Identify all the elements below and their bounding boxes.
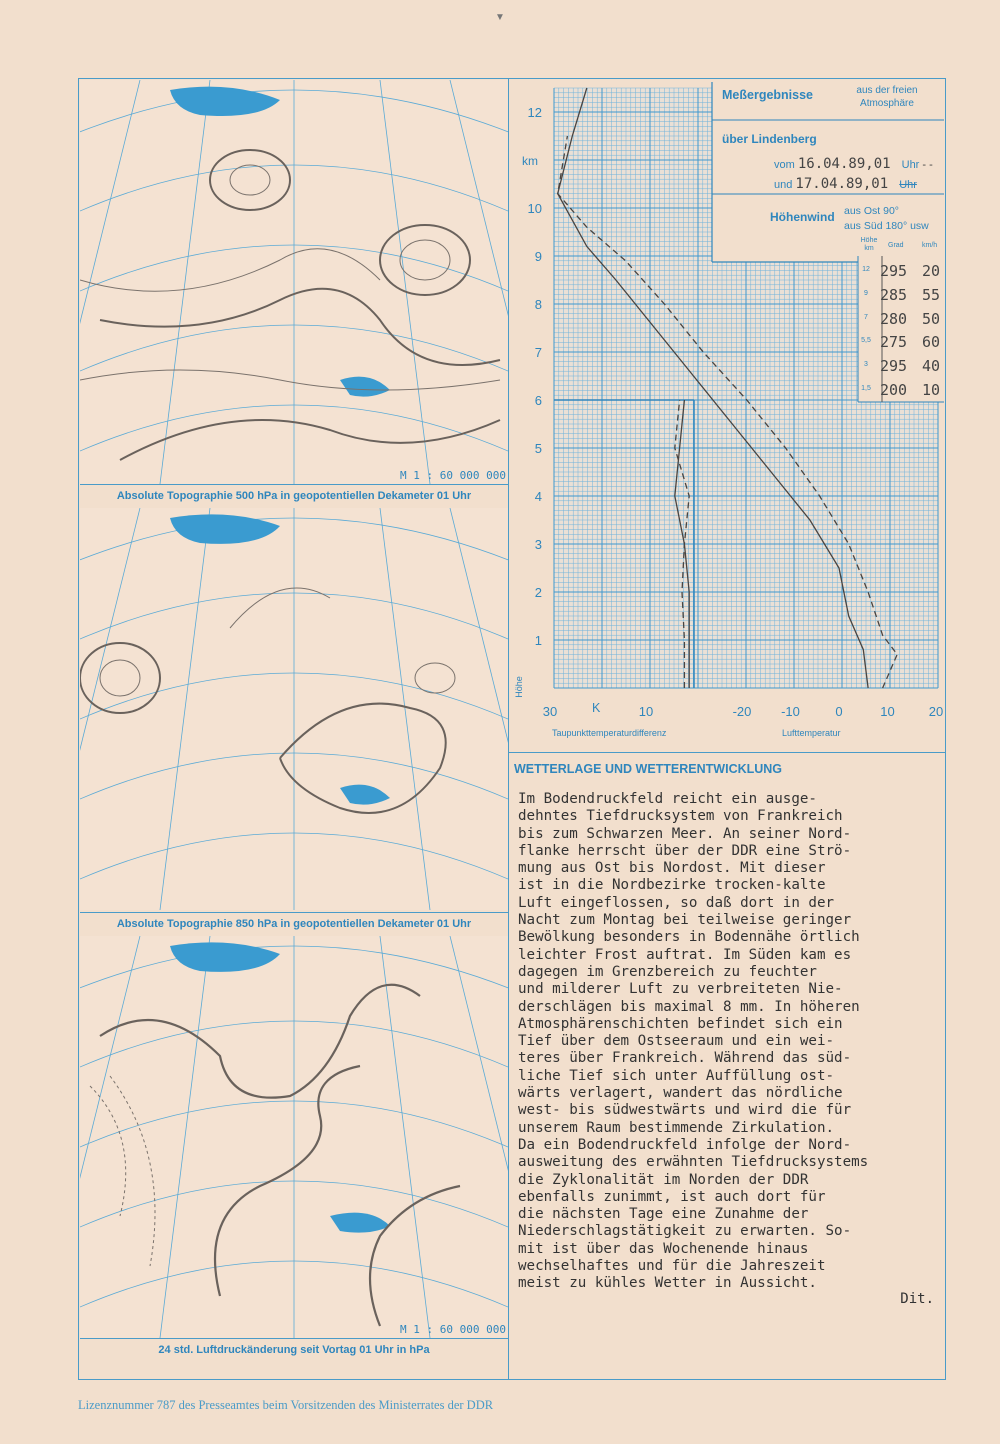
wind-row bbox=[858, 331, 944, 355]
weather-line: mit ist über das Wochenende hinaus bbox=[518, 1240, 809, 1257]
map-850hpa-graphic bbox=[80, 508, 508, 910]
weather-line: Nacht zum Montag bei teilweise geringer bbox=[518, 912, 852, 929]
weather-line: die nächsten Tage eine Zunahme der bbox=[518, 1206, 809, 1223]
y-tick-label: 5 bbox=[534, 441, 542, 456]
weather-line: Niederschlagstätigkeit zu erwarten. So- bbox=[518, 1223, 852, 1240]
wind-head-height: Höhe km bbox=[860, 237, 878, 252]
x-left-label: Taupunkttemperaturdifferenz bbox=[552, 728, 667, 738]
weather-line: west- bis südwestwärts und wird die für bbox=[518, 1102, 852, 1119]
y-tick-label: 12 bbox=[527, 105, 542, 120]
wind-row-speed: 10 bbox=[922, 380, 941, 399]
map-pressure-change bbox=[80, 936, 508, 1338]
fold-mark: ▼ bbox=[495, 12, 505, 23]
map-850hpa bbox=[80, 508, 508, 910]
wind-row-height: 1,5 bbox=[861, 384, 871, 392]
map-500hpa-scale: M 1 : 60 000 000 bbox=[400, 469, 506, 482]
y-tick-label: 7 bbox=[534, 345, 542, 360]
x-right-tick-label: -10 bbox=[781, 704, 800, 719]
x-left-tick-label: 30 bbox=[542, 704, 558, 719]
aerological-diagram bbox=[512, 82, 944, 752]
wind-row bbox=[858, 355, 944, 379]
weather-line: unserem Raum bestimmende Zirkulation. bbox=[518, 1119, 835, 1136]
weather-line: Bewölkung besonders in Bodennähe örtlich bbox=[518, 929, 860, 946]
wind-row-speed: 50 bbox=[922, 309, 941, 328]
x-right-tick-label: 0 bbox=[835, 704, 843, 719]
wind-row-speed: 20 bbox=[922, 262, 941, 280]
weather-line: wechselhaftes und für die Jahreszeit bbox=[518, 1258, 826, 1275]
weather-line: und milderer Luft zu verbreiteten Nie- bbox=[518, 981, 843, 998]
date-from-row: vom 16.04.89,01 Uhr - - bbox=[774, 156, 933, 172]
map-500hpa bbox=[80, 80, 508, 484]
map-pressure-change-graphic bbox=[80, 936, 508, 1338]
map-pressure-change-scale: M 1 : 60 000 000 bbox=[400, 1323, 506, 1336]
wind-row-direction: 295 bbox=[880, 262, 908, 280]
weather-line: ausweitung des erwähnten Tiefdrucksystems bbox=[518, 1154, 869, 1171]
x-left-tick-label: 10 bbox=[638, 704, 654, 719]
y-tick-label: 2 bbox=[534, 585, 542, 600]
wind-row-speed: 60 bbox=[922, 333, 941, 352]
date-to-uhr: Uhr bbox=[899, 179, 917, 191]
column-divider bbox=[508, 78, 509, 1380]
weather-line: Luft eingeflossen, so daß dort in der bbox=[518, 894, 835, 911]
weather-line: teres über Frankreich. Während das süd- bbox=[518, 1050, 852, 1067]
wind-row bbox=[858, 260, 944, 284]
date-from-value: 16.04.89,01 bbox=[797, 156, 891, 172]
y-tick-label: 9 bbox=[534, 249, 542, 264]
weather-line: ebenfalls zunimmt, ist auch dort für bbox=[518, 1188, 826, 1205]
weather-text bbox=[518, 791, 938, 1293]
km-label: km bbox=[522, 154, 538, 168]
wind-row-speed: 40 bbox=[922, 357, 941, 376]
wind-note-2: aus Süd 180° usw bbox=[844, 220, 929, 232]
diagram-title: Meßergebnisse bbox=[722, 88, 814, 102]
y-tick-label: 3 bbox=[534, 537, 542, 552]
weather-line: ist in die Nordbezirke trocken-kalte bbox=[518, 877, 826, 894]
weather-signature: Dit. bbox=[900, 1291, 934, 1307]
weather-line: die Zyklonalität im Norden der DDR bbox=[518, 1171, 809, 1188]
wind-title: Höhenwind bbox=[770, 210, 835, 224]
k-label: K bbox=[592, 701, 601, 715]
map-500hpa-caption: Absolute Topographie 500 hPa in geopotentiellen Dekameter 01 Uhr bbox=[80, 484, 508, 507]
x-right-label: Lufttemperatur bbox=[782, 728, 841, 738]
footer-license: Lizenznummer 787 des Presseamtes beim Vorsitzenden des Ministerrates der DDR bbox=[78, 1398, 494, 1412]
map-850hpa-caption: Absolute Topographie 850 hPa in geopotentiellen Dekameter 01 Uhr bbox=[80, 912, 508, 935]
weather-line: wärts verlagert, wandert das nördliche bbox=[518, 1085, 843, 1102]
weather-line: mung aus Ost bis Nordost. Mit dieser bbox=[518, 860, 826, 877]
y-tick-label: 10 bbox=[527, 201, 542, 216]
date-from-uhr: Uhr bbox=[901, 159, 920, 171]
wind-row-direction: 200 bbox=[880, 380, 908, 399]
wind-row-height: 9 bbox=[864, 289, 868, 297]
wind-row-height: 3 bbox=[864, 361, 868, 369]
x-right-tick-label: 20 bbox=[928, 704, 944, 719]
diagram-bottom-rule bbox=[508, 752, 946, 753]
wind-row-direction: 280 bbox=[880, 309, 908, 328]
y-tick-label: 1 bbox=[534, 633, 542, 648]
wind-head-dir: Grad bbox=[888, 242, 904, 249]
weather-line: liche Tief sich unter Auffüllung ost- bbox=[518, 1067, 835, 1084]
weather-line: Im Bodendruckfeld reicht ein ausge- bbox=[518, 791, 817, 807]
map-500hpa-graphic bbox=[80, 80, 508, 484]
wind-row bbox=[858, 284, 944, 308]
wind-row-direction: 285 bbox=[880, 285, 908, 304]
wind-row bbox=[858, 379, 944, 403]
y-tick-label: 8 bbox=[534, 297, 542, 312]
weather-line: derschlägen bis maximal 8 mm. In höheren bbox=[518, 998, 860, 1015]
wind-row-direction: 295 bbox=[880, 357, 908, 376]
diagram-subtitle: aus der freien Atmosphäre bbox=[856, 85, 918, 109]
weather-line: Tief über dem Ostseeraum und ein wei- bbox=[518, 1033, 835, 1050]
date-to-label: und bbox=[774, 179, 793, 191]
y-tick-label: 4 bbox=[534, 489, 542, 504]
x-right-tick-label: 10 bbox=[880, 704, 895, 719]
diagram-station: über Lindenberg bbox=[722, 132, 817, 146]
wind-row-speed: 55 bbox=[922, 285, 941, 304]
weather-line: dehntes Tiefdrucksystem von Frankreich bbox=[518, 808, 843, 825]
weather-line: leichter Frost auftrat. Im Süden kam es bbox=[518, 946, 852, 963]
weather-line: bis zum Schwarzen Meer. An seiner Nord- bbox=[518, 825, 852, 842]
wind-note-1: aus Ost 90° bbox=[844, 205, 899, 217]
weather-heading: WETTERLAGE UND WETTERENTWICKLUNG bbox=[514, 762, 783, 776]
date-to-value: 17.04.89,01 bbox=[795, 176, 889, 192]
date-from-label: vom bbox=[774, 159, 795, 171]
wind-row-height: 7 bbox=[864, 313, 868, 321]
wind-head-speed: km/h bbox=[922, 242, 938, 249]
map-pressure-change-caption: 24 std. Luftdruckänderung seit Vortag 01 Uhr in hPa bbox=[80, 1338, 508, 1361]
weather-line: flanke herrscht über der DDR eine Strö- bbox=[518, 842, 852, 859]
wind-row-height: 12 bbox=[862, 266, 870, 273]
y-tick-label: 6 bbox=[534, 393, 542, 408]
weather-line: dagegen im Grenzbereich zu feuchter bbox=[518, 963, 817, 980]
weather-line: Atmosphärenschichten befindet sich ein bbox=[518, 1015, 843, 1032]
x-right-tick-label: -20 bbox=[732, 704, 752, 719]
y-axis-label: Höhe bbox=[513, 676, 524, 698]
wind-row bbox=[858, 308, 944, 332]
weather-line: Da ein Bodendruckfeld infolge der Nord- bbox=[518, 1136, 852, 1153]
wind-row-direction: 275 bbox=[880, 333, 908, 352]
wind-table bbox=[858, 260, 944, 403]
date-to-row bbox=[774, 176, 917, 192]
wind-row-height: 5,5 bbox=[861, 337, 871, 345]
weather-line: meist zu kühles Wetter in Aussicht. bbox=[518, 1275, 817, 1292]
